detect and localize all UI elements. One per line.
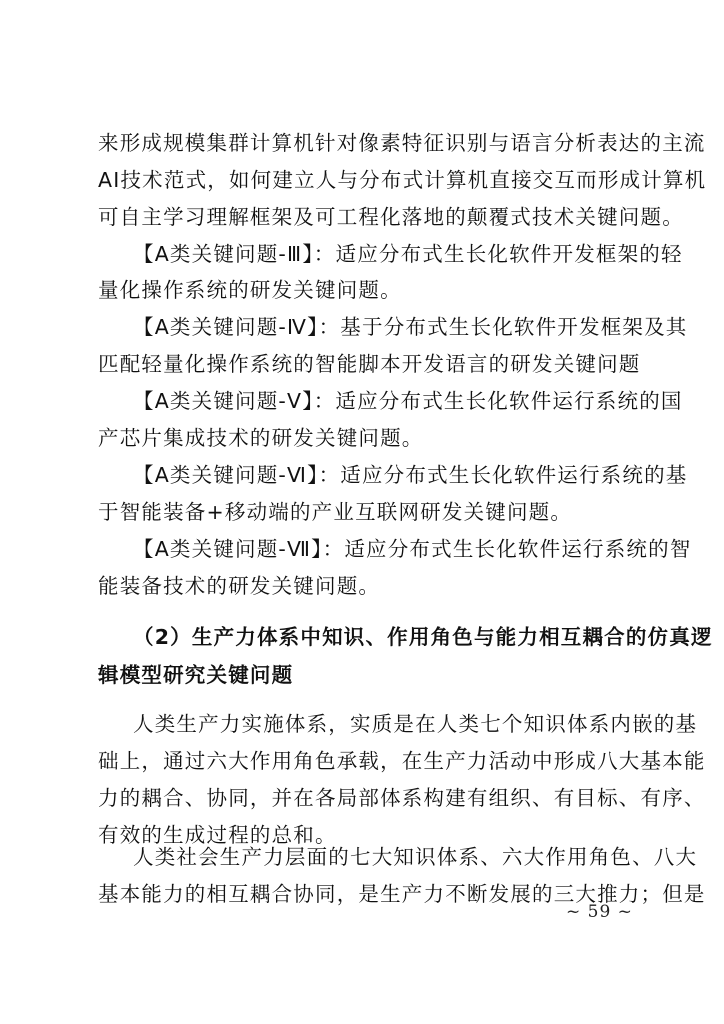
body-line-3: 可自主学习理解框架及可工程化落地的颠覆式技术关键问题。	[98, 205, 684, 229]
body-line-15: 础上，通过六大作用角色承载，在生产力活动中形成八大基本能	[98, 749, 706, 773]
body-line-5: 量化操作系统的研发关键问题。	[98, 278, 402, 302]
body-line-17: 有效的生成过程的总和。	[98, 823, 337, 847]
body-line-18: 人类社会生产力层面的七大知识体系、六大作用角色、八大	[133, 845, 698, 869]
page-number: ~ 59 ~	[566, 902, 633, 922]
body-line-2: AI技术范式，如何建立人与分布式计算机直接交互而形成计算机	[98, 168, 707, 192]
body-line-9: 产芯片集成技术的研发关键问题。	[98, 426, 424, 450]
body-line-13: 能装备技术的研发关键问题。	[98, 574, 381, 598]
body-line-12: 【A类关键问题-Ⅶ】：适应分布式生长化软件运行系统的智	[133, 537, 692, 561]
body-line-4: 【A类关键问题-Ⅲ】：适应分布式生长化软件开发框架的轻	[133, 242, 683, 266]
body-line-19: 基本能力的相互耦合协同，是生产力不断发展的三大推力；但是	[98, 882, 706, 906]
body-line-16: 力的耦合、协同，并在各局部体系构建有组织、有目标、有序、	[98, 786, 706, 810]
body-line-14: 人类生产力实施体系，实质是在人类七个知识体系内嵌的基	[133, 712, 698, 736]
body-line-7: 匹配轻量化操作系统的智能脚本开发语言的研发关键问题	[98, 352, 641, 376]
body-line-11: 于智能装备+移动端的产业互联网研发关键问题。	[98, 500, 573, 524]
body-line-8: 【A类关键问题-Ⅴ】：适应分布式生长化软件运行系统的国	[133, 389, 683, 413]
section-heading-line-1: （2）生产力体系中知识、作用角色与能力相互耦合的仿真逻	[133, 625, 713, 649]
section-heading-line-2: 辑模型研究关键问题	[98, 663, 294, 687]
body-line-6: 【A类关键问题-Ⅳ】：基于分布式生长化软件开发框架及其	[133, 315, 688, 339]
body-line-1: 来形成规模集群计算机针对像素特征识别与语言分析表达的主流	[98, 131, 706, 155]
body-line-10: 【A类关键问题-Ⅵ】：适应分布式生长化软件运行系统的基	[133, 463, 688, 487]
